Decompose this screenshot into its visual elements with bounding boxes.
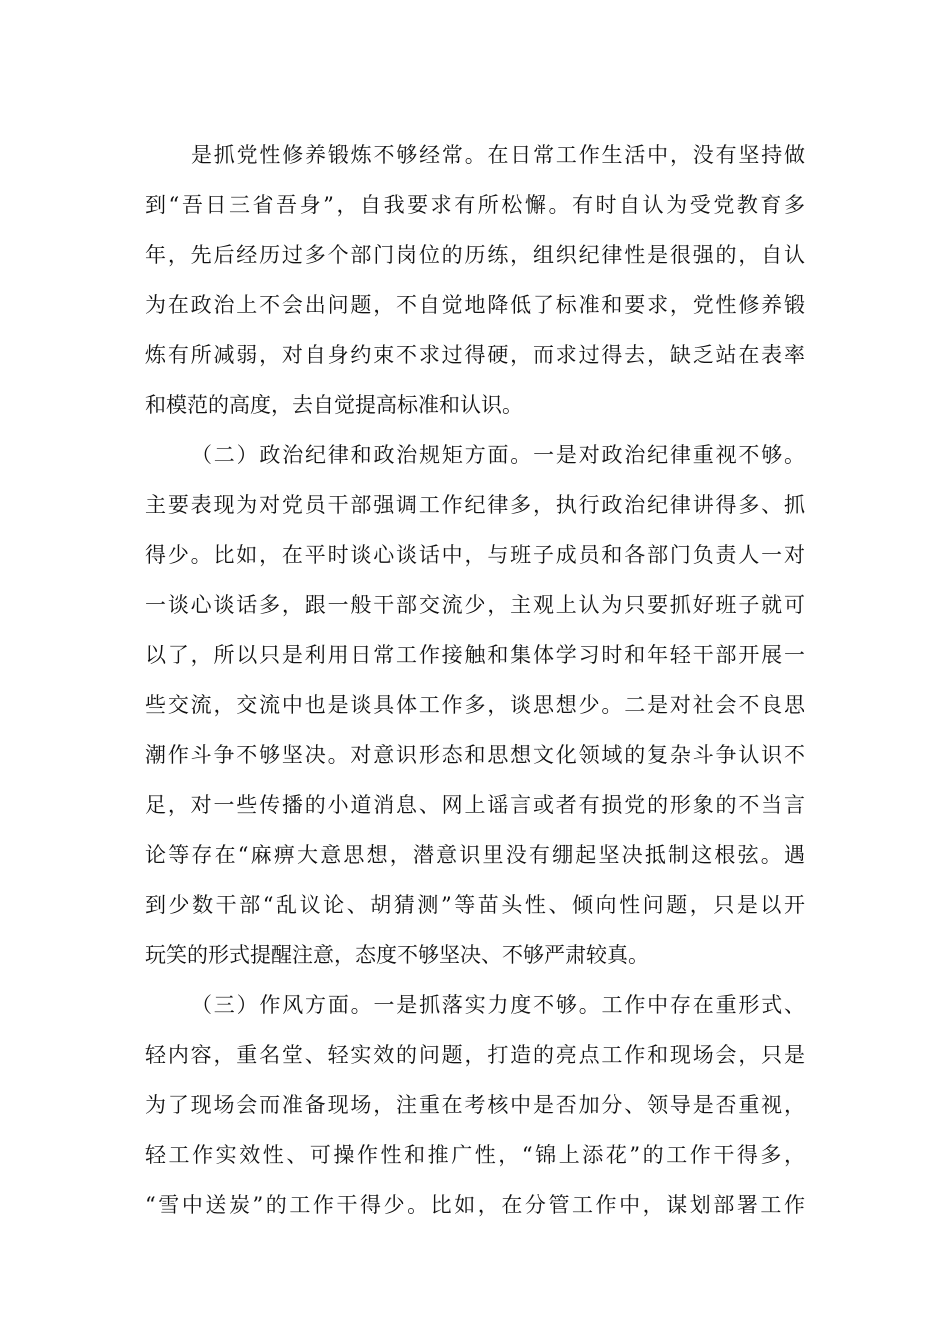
paragraph-work-style bbox=[145, 980, 805, 1230]
text-line: 论等存在“麻痹大意思想，潜意识里没有绷起坚决抵制这根弦。遇 bbox=[145, 843, 805, 867]
text-line: 得少。比如，在平时谈心谈话中，与班子成员和各部门负责人一对 bbox=[145, 543, 805, 567]
text-line: 玩笑的形式提醒注意，态度不够坚决、不够严肃较真。 bbox=[145, 943, 649, 967]
text-line: 和模范的高度，去自觉提高标准和认识。 bbox=[145, 393, 523, 417]
text-line: 一谈心谈话多，跟一般干部交流少，主观上认为只要抓好班子就可 bbox=[145, 593, 805, 617]
text-line: 些交流，交流中也是谈具体工作多，谈思想少。二是对社会不良思 bbox=[145, 693, 805, 717]
text-line: 年，先后经历过多个部门岗位的历练，组织纪律性是很强的，自认 bbox=[145, 243, 805, 267]
text-line: 到少数干部“乱议论、胡猜测”等苗头性、倾向性问题，只是以开 bbox=[145, 893, 805, 917]
text-line: 足，对一些传播的小道消息、网上谣言或者有损党的形象的不当言 bbox=[145, 793, 805, 817]
text-line: 是抓党性修养锻炼不够经常。在日常工作生活中，没有坚持做 bbox=[191, 143, 805, 167]
text-line: 轻内容，重名堂、轻实效的问题，打造的亮点工作和现场会，只是 bbox=[145, 1043, 805, 1067]
text-line: 以了，所以只是利用日常工作接触和集体学习时和年轻干部开展一 bbox=[145, 643, 805, 667]
text-line: 为在政治上不会出问题，不自觉地降低了标准和要求，党性修养锻 bbox=[145, 293, 805, 317]
text-line: 到“吾日三省吾身”，自我要求有所松懈。有时自认为受党教育多 bbox=[145, 193, 805, 217]
text-line: “雪中送炭”的工作干得少。比如，在分管工作中，谋划部署工作 bbox=[145, 1193, 805, 1217]
section-heading-line: （二）政治纪律和政治规矩方面。一是对政治纪律重视不够。 bbox=[191, 443, 805, 467]
document-body bbox=[145, 130, 805, 1230]
paragraph-party-spirit bbox=[145, 130, 805, 430]
text-line: 潮作斗争不够坚决。对意识形态和思想文化领域的复杂斗争认识不 bbox=[145, 743, 805, 767]
paragraph-political-discipline bbox=[145, 430, 805, 980]
text-line: 为了现场会而准备现场，注重在考核中是否加分、领导是否重视， bbox=[145, 1093, 805, 1117]
section-heading-line: （三）作风方面。一是抓落实力度不够。工作中存在重形式、 bbox=[191, 993, 805, 1017]
text-line: 主要表现为对党员干部强调工作纪律多，执行政治纪律讲得多、抓 bbox=[145, 493, 805, 517]
text-line: 炼有所减弱，对自身约束不求过得硬，而求过得去，缺乏站在表率 bbox=[145, 343, 805, 367]
text-line: 轻工作实效性、可操作性和推广性，“锦上添花”的工作干得多， bbox=[145, 1143, 805, 1167]
